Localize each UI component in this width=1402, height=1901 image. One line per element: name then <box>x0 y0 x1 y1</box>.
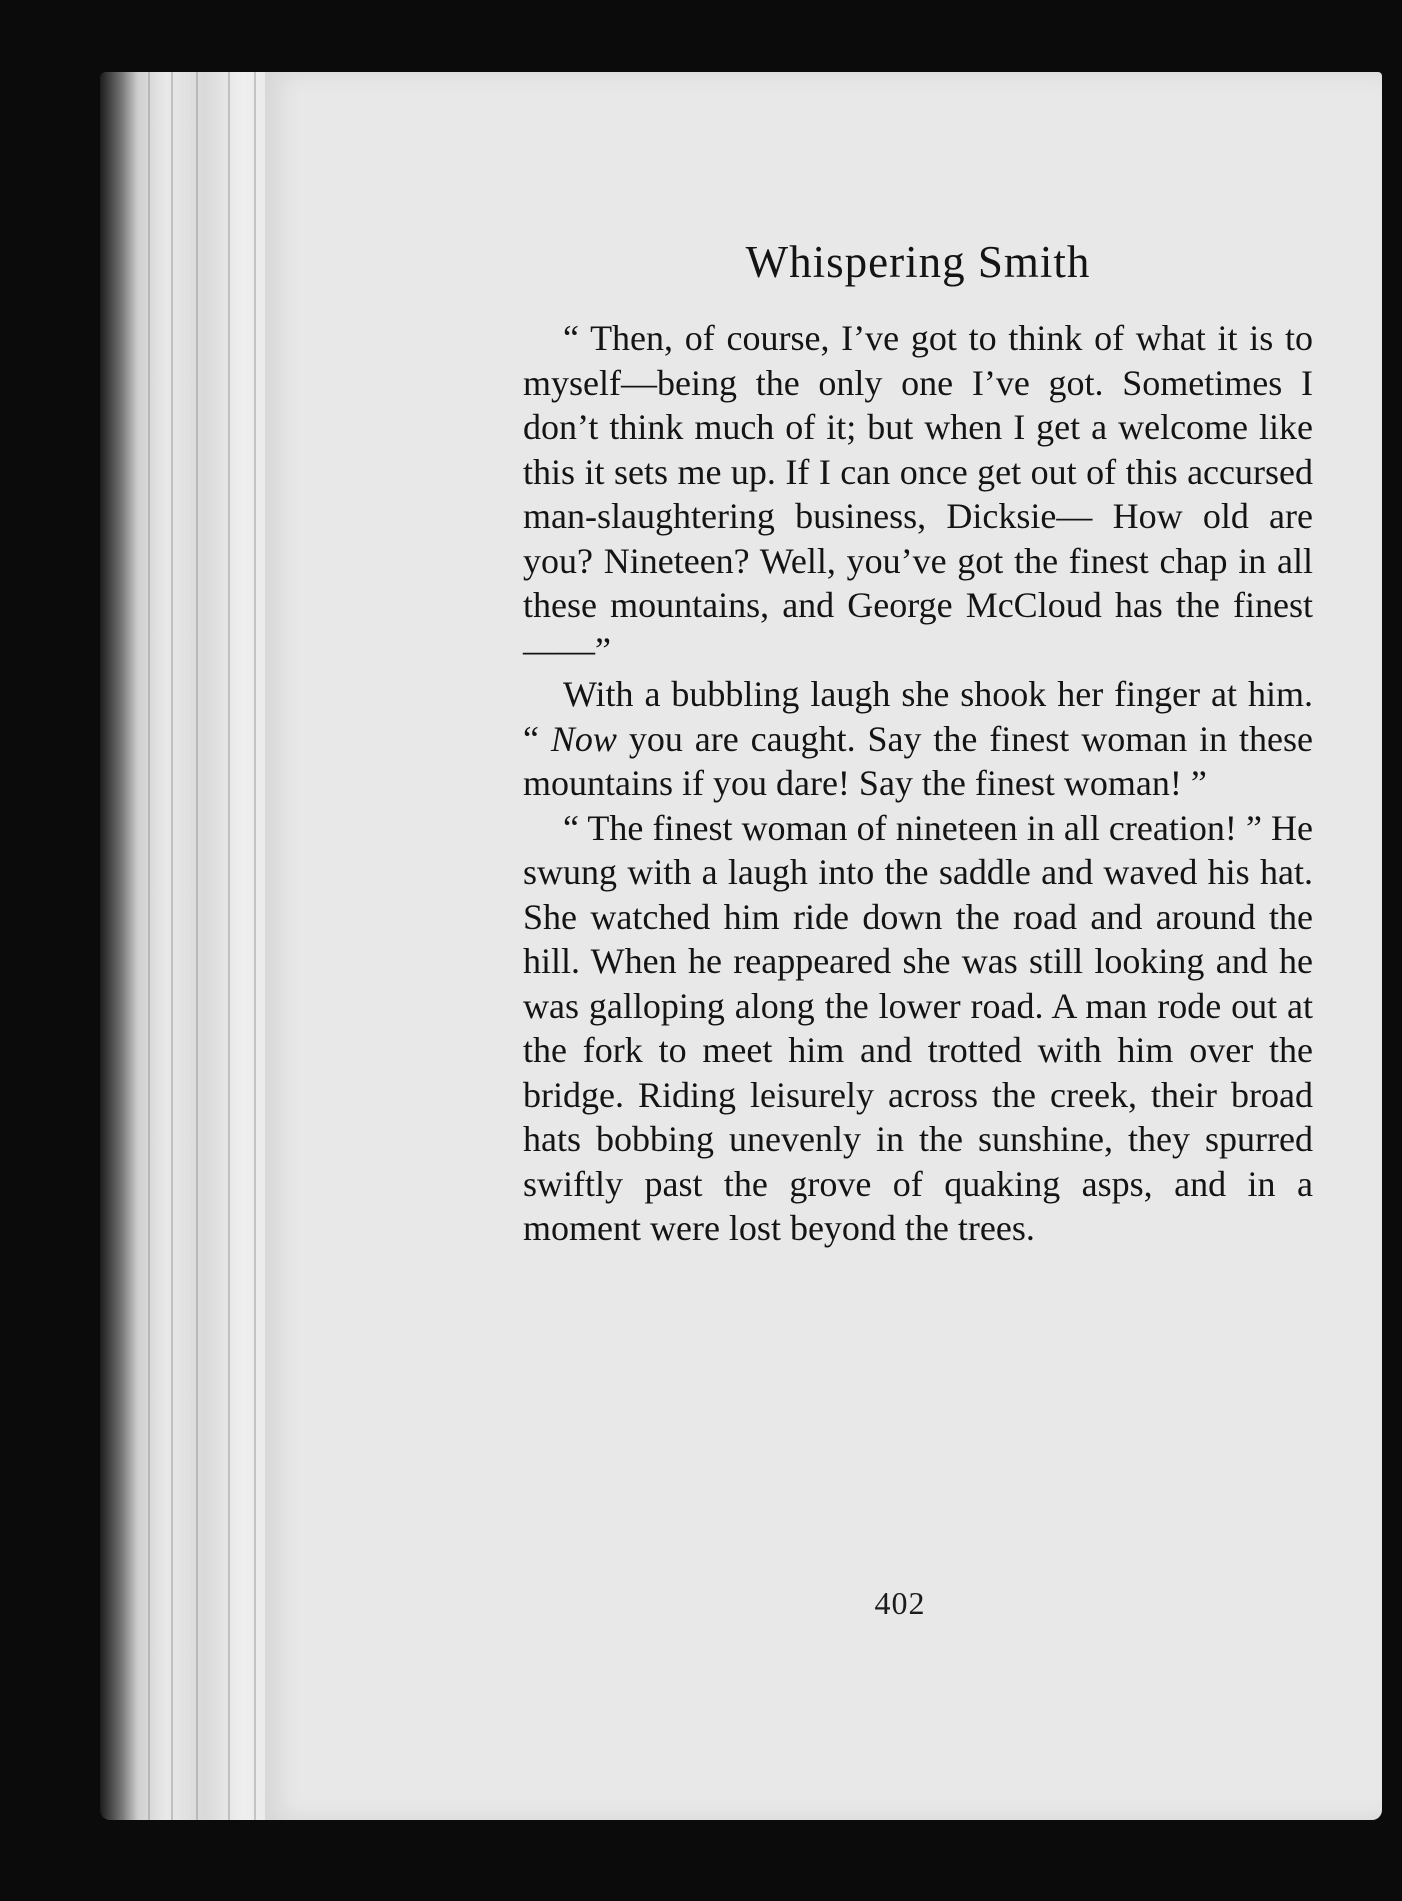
paragraph: “ Then, of course, I’ve got to think of what it is to myself—being the only one I’ve got. Sometimes I don’t think much of it; but when I get a welcome like this it sets me up. If I can once get out of this accursed man-slaughtering business, Dicksie— How old are you? Nineteen? Well, you’ve got the finest chap in all these mountains, and George McCloud has the finest——” <box>523 318 1313 670</box>
page-number: 402 <box>874 1585 926 1621</box>
italic-emphasis: Now <box>550 718 617 759</box>
paragraph-text: you are caught. Say the finest woman in these mountains if you dare! Say the finest woman! ” <box>523 718 1313 803</box>
paragraph <box>523 672 1313 806</box>
text-block <box>523 228 1313 1251</box>
page-stack-edge <box>100 72 290 1820</box>
body-text <box>523 316 1313 1251</box>
paragraph: “ The finest woman of nineteen in all creation! ” He swung with a laugh into the saddle and waved his hat. She watched him ride down the road and around the hill. When he reappeared she was still looking and he was galloping along the lower road. A man rode out at the fork to meet him and trotted with him over the bridge. Riding leisurely across the creek, their broad hats bobbing unevenly in the sunshine, they spurred swiftly past the grove of quaking asps, and in a moment were lost beyond the trees. <box>523 807 1313 1248</box>
paragraph-text: With a bubbling laugh she shook her finger at him. “ <box>523 674 1313 759</box>
running-head: Whispering Smith <box>745 237 1091 287</box>
